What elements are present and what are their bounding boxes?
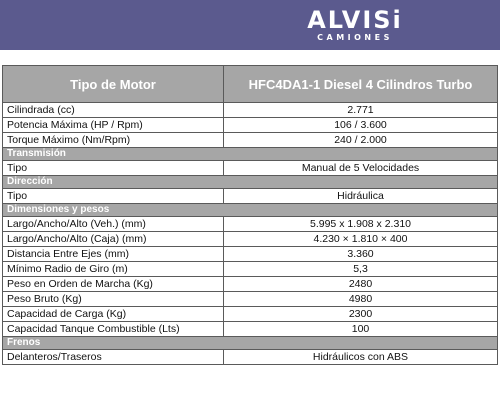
spec-value: 4.230 × 1.810 × 400 <box>224 232 498 247</box>
spec-label: Tipo <box>3 161 224 176</box>
spec-value: 2480 <box>224 277 498 292</box>
spec-value: 2300 <box>224 307 498 322</box>
table-row <box>3 322 498 337</box>
section-title: Dirección <box>3 176 498 189</box>
spec-value: 100 <box>224 322 498 337</box>
table-row <box>3 350 498 365</box>
table-row <box>3 118 498 133</box>
spec-label: Delanteros/Traseros <box>3 350 224 365</box>
spec-label: Torque Máximo (Nm/Rpm) <box>3 133 224 148</box>
brand-header-bar <box>0 0 500 50</box>
table-header-row <box>3 66 498 103</box>
header-label-cell: Tipo de Motor <box>3 66 224 103</box>
spec-label: Peso en Orden de Marcha (Kg) <box>3 277 224 292</box>
spec-value: 4980 <box>224 292 498 307</box>
table-row <box>3 262 498 277</box>
spec-label: Potencia Máxima (HP / Rpm) <box>3 118 224 133</box>
spec-value: 3.360 <box>224 247 498 262</box>
section-title: Frenos <box>3 337 498 350</box>
table-row <box>3 277 498 292</box>
table-row <box>3 103 498 118</box>
spec-label: Capacidad Tanque Combustible (Lts) <box>3 322 224 337</box>
header-value-cell: HFC4DA1-1 Diesel 4 Cilindros Turbo <box>224 66 498 103</box>
spec-label: Cilindrada (cc) <box>3 103 224 118</box>
section-title: Dimensiones y pesos <box>3 204 498 217</box>
table-row <box>3 217 498 232</box>
spec-label: Tipo <box>3 189 224 204</box>
spec-label: Mínimo Radio de Giro (m) <box>3 262 224 277</box>
section-row <box>3 176 498 189</box>
spec-table <box>2 65 498 365</box>
brand-logo <box>290 7 420 47</box>
spec-label: Largo/Ancho/Alto (Caja) (mm) <box>3 232 224 247</box>
spec-value: 106 / 3.600 <box>224 118 498 133</box>
spec-value: Hidráulica <box>224 189 498 204</box>
brand-name: ALVISi <box>307 6 403 34</box>
spec-value: 2.771 <box>224 103 498 118</box>
section-row <box>3 148 498 161</box>
table-row <box>3 247 498 262</box>
spec-value: 240 / 2.000 <box>224 133 498 148</box>
spec-label: Largo/Ancho/Alto (Veh.) (mm) <box>3 217 224 232</box>
table-row <box>3 133 498 148</box>
spec-table-body <box>3 66 498 365</box>
spec-value: Manual de 5 Velocidades <box>224 161 498 176</box>
spec-value: Hidráulicos con ABS <box>224 350 498 365</box>
section-row <box>3 204 498 217</box>
spec-label: Capacidad de Carga (Kg) <box>3 307 224 322</box>
spec-label: Distancia Entre Ejes (mm) <box>3 247 224 262</box>
spec-label: Peso Bruto (Kg) <box>3 292 224 307</box>
spec-value: 5.995 x 1.908 x 2.310 <box>224 217 498 232</box>
table-row <box>3 232 498 247</box>
brand-tagline: CAMIONES <box>317 33 393 42</box>
table-row <box>3 161 498 176</box>
table-row <box>3 307 498 322</box>
spec-value: 5,3 <box>224 262 498 277</box>
section-row <box>3 337 498 350</box>
section-title: Transmisión <box>3 148 498 161</box>
table-row <box>3 292 498 307</box>
table-row <box>3 189 498 204</box>
